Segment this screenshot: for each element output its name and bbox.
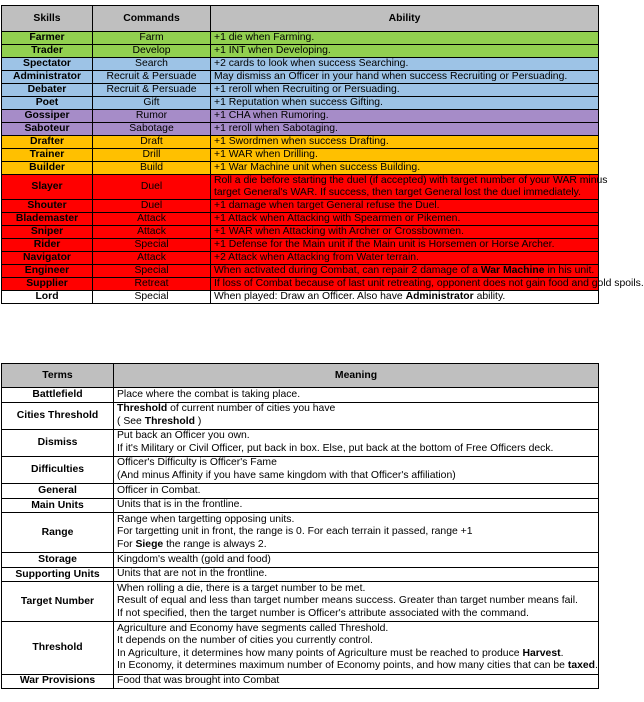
term-name: Dismiss [2, 429, 114, 456]
skill-name: Trader [2, 45, 93, 58]
terms-row [2, 622, 599, 674]
ability-line: +1 WAR when Drilling. [214, 149, 318, 160]
term-meaning [114, 498, 599, 513]
meaning-text-segment: of current number of cities you have [167, 403, 336, 415]
skill-name: Administrator [2, 71, 93, 84]
skill-ability [211, 213, 599, 226]
meaning-line [117, 623, 595, 636]
ability-text-segment: ability. [473, 291, 506, 302]
ability-line: +2 Attack when Attacking from Water terrain. [214, 252, 419, 263]
meaning-text-segment: taxed [567, 660, 596, 672]
skill-command: Attack [93, 226, 211, 239]
meaning-text-segment: (And minus Affinity if you have same kingdom with that Officer's affiliation) [117, 470, 456, 482]
meaning-text-segment: Siege [135, 539, 164, 551]
meaning-text-segment: ) [194, 415, 202, 427]
term-name: Battlefield [2, 388, 114, 403]
meaning-line [117, 539, 595, 552]
skill-ability [211, 239, 599, 252]
ability-text-segment: Administrator [405, 291, 474, 302]
ability-line: +1 Attack when Attacking with Spearmen or Pikemen. [214, 213, 461, 224]
skill-command: Sabotage [93, 123, 211, 136]
skills-row-sniper [2, 226, 599, 239]
skill-command: Develop [93, 45, 211, 58]
meaning-text-segment: It depends on the number of cities you currently control. [117, 635, 373, 647]
skill-ability [211, 97, 599, 110]
skill-command: Drill [93, 149, 211, 162]
skill-command: Farm [93, 32, 211, 45]
meaning-line [117, 648, 595, 661]
skill-name: Spectator [2, 58, 93, 71]
skills-header-row [2, 6, 599, 32]
terms-row [2, 567, 599, 582]
ability-line: +1 War Machine unit when success Building. [214, 162, 421, 173]
skill-ability [211, 149, 599, 162]
skill-name: Farmer [2, 32, 93, 45]
terms-row [2, 513, 599, 553]
meaning-line [117, 403, 595, 416]
meaning-text-segment: Units that are not in the frontline. [117, 568, 268, 580]
meaning-text-segment: Units that is in the frontline. [117, 499, 243, 511]
skills-row-trader [2, 45, 599, 58]
ability-line: +1 WAR when Attacking with Archer or Crossbowmen. [214, 226, 464, 237]
skill-command: Special [93, 265, 211, 278]
skill-ability [211, 252, 599, 265]
term-name: General [2, 484, 114, 499]
meaning-text-segment: Food that was brought into Combat [117, 675, 280, 687]
skill-name: Supplier [2, 278, 93, 291]
skills-table [1, 5, 644, 304]
skill-name: Sniper [2, 226, 93, 239]
skill-command: Recruit & Persuade [93, 84, 211, 97]
meaning-text-segment: . [560, 647, 564, 659]
meaning-text-segment: For targetting unit in front, the range is 0. For each terrain it passed, range +1 [117, 526, 473, 538]
skill-name: Debater [2, 84, 93, 97]
skill-ability [211, 175, 608, 200]
skill-name: Builder [2, 162, 93, 175]
skill-name: Navigator [2, 252, 93, 265]
term-meaning [114, 456, 599, 483]
meaning-line [117, 499, 595, 512]
meaning-line [117, 430, 595, 443]
skill-ability [211, 84, 599, 97]
meaning-line [117, 635, 595, 648]
ability-line: +2 cards to look when success Searching. [214, 58, 409, 69]
ability-line: +1 CHA when Rumoring. [214, 110, 329, 121]
meaning-line [117, 608, 595, 621]
ability-line: May dismiss an Officer in your hand when success Recruiting or Persuading. [214, 71, 568, 82]
terms-row [2, 429, 599, 456]
skill-name: Rider [2, 239, 93, 252]
terms-header-meaning: Meaning [114, 364, 599, 388]
terms-row [2, 484, 599, 499]
ability-line: +1 Reputation when success Gifting. [214, 97, 383, 108]
term-name: Storage [2, 553, 114, 568]
term-name: Supporting Units [2, 567, 114, 582]
skill-ability [211, 45, 599, 58]
terms-header-terms: Terms [2, 364, 114, 388]
meaning-line [117, 389, 595, 402]
meaning-text-segment: Harvest [522, 647, 561, 659]
term-name: Threshold [2, 622, 114, 674]
skill-name: Poet [2, 97, 93, 110]
meaning-line [117, 526, 595, 539]
ability-line: +1 reroll when Recruiting or Persuading. [214, 84, 400, 95]
skills-row-gossiper [2, 110, 599, 123]
skill-name: Gossiper [2, 110, 93, 123]
skill-command: Draft [93, 136, 211, 149]
skill-name: Saboteur [2, 123, 93, 136]
skill-command: Duel [93, 200, 211, 213]
skill-command: Search [93, 58, 211, 71]
meaning-line [117, 568, 595, 581]
skills-row-engineer [2, 265, 599, 278]
skill-name: Engineer [2, 265, 93, 278]
skills-row-drafter [2, 136, 599, 149]
skill-ability [211, 265, 599, 278]
skill-ability [211, 110, 599, 123]
skill-command: Build [93, 162, 211, 175]
term-name: Cities Threshold [2, 402, 114, 429]
term-meaning [114, 429, 599, 456]
skill-ability [211, 291, 599, 304]
skill-command: Special [93, 239, 211, 252]
term-meaning [114, 553, 599, 568]
skill-ability [211, 136, 599, 149]
term-meaning [114, 513, 599, 553]
terms-row [2, 456, 599, 483]
skill-command: Special [93, 291, 211, 304]
skill-name: Lord [2, 291, 93, 304]
term-name: Target Number [2, 582, 114, 622]
skills-row-trainer [2, 149, 599, 162]
meaning-text-segment: Officer's Difficulty is Officer's Fame [117, 457, 277, 469]
meaning-line [117, 416, 595, 429]
terms-row [2, 674, 599, 689]
term-name: Difficulties [2, 456, 114, 483]
skill-ability [211, 32, 599, 45]
terms-header-row [2, 364, 599, 388]
meaning-text-segment: In Agriculture, it determines how many points of Agriculture must be reached to produce [117, 647, 523, 659]
meaning-text-segment: When rolling a die, there is a target number to be met. [117, 582, 366, 594]
terms-row [2, 582, 599, 622]
skill-command: Rumor [93, 110, 211, 123]
skill-command: Retreat [93, 278, 211, 291]
skills-row-navigator [2, 252, 599, 265]
skill-name: Drafter [2, 136, 93, 149]
term-name: War Provisions [2, 674, 114, 689]
ability-line: Roll a die before starting the duel (if accepted) with target number of your WAR minus [214, 175, 608, 186]
skill-ability [211, 71, 599, 84]
term-meaning [114, 622, 599, 674]
skills-row-lord [2, 291, 599, 304]
skills-row-saboteur [2, 123, 599, 136]
skills-row-builder [2, 162, 599, 175]
meaning-line [117, 443, 595, 456]
meaning-text-segment: Range when targetting opposing units. [117, 513, 295, 525]
skill-command: Gift [93, 97, 211, 110]
skill-command: Attack [93, 252, 211, 265]
skills-header-skills: Skills [2, 6, 93, 32]
meaning-line [117, 595, 595, 608]
meaning-text-segment: Result of equal and less than target number means success. Greater than target number means fail. [117, 595, 578, 607]
meaning-text-segment: Place where the combat is taking place. [117, 388, 301, 400]
meaning-text-segment: Agriculture and Economy have segments called Threshold. [117, 622, 389, 634]
skill-ability [211, 226, 599, 239]
term-meaning [114, 674, 599, 689]
terms-row [2, 553, 599, 568]
skills-row-spectator [2, 58, 599, 71]
ability-line: +1 INT when Developing. [214, 45, 331, 56]
ability-text-segment: When activated during Combat, can repair 2 damage of a [214, 265, 481, 276]
skill-ability [211, 278, 644, 291]
ability-line: If loss of Combat because of last unit retreating, opponent does not gain food and gold spoils. [214, 278, 644, 289]
skills-header-ability: Ability [211, 6, 599, 32]
skill-ability [211, 58, 599, 71]
meaning-line [117, 554, 595, 567]
term-name: Main Units [2, 498, 114, 513]
meaning-text-segment: If it's Military or Civil Officer, put back in box. Else, put back at the bottom of Free Officers deck. [117, 442, 554, 454]
ability-text-segment: When played: Draw an Officer. Also have [214, 291, 406, 302]
term-meaning [114, 582, 599, 622]
skill-name: Blademaster [2, 213, 93, 226]
meaning-line [117, 675, 595, 688]
skills-row-farmer [2, 32, 599, 45]
ability-text-segment: War Machine [480, 265, 545, 276]
meaning-text-segment: the range is always 2. [163, 539, 267, 551]
meaning-text-segment: . [595, 660, 598, 672]
skills-row-administrator [2, 71, 599, 84]
meaning-text-segment: Threshold [117, 403, 168, 415]
skills-row-poet [2, 97, 599, 110]
ability-line: +1 Swordmen when success Drafting. [214, 136, 389, 147]
skills-row-debater [2, 84, 599, 97]
skill-ability [211, 200, 599, 213]
meaning-text-segment: If not specified, then the target number is Officer's attribute associated with the command. [117, 608, 529, 620]
skill-command: Duel [93, 175, 211, 200]
skill-name: Shouter [2, 200, 93, 213]
term-meaning [114, 484, 599, 499]
skill-command: Attack [93, 213, 211, 226]
skill-name: Slayer [2, 175, 93, 200]
meaning-text-segment: In Economy, it determines maximum number of Economy points, and how many cities that can be [117, 660, 568, 672]
meaning-text-segment: Kingdom's wealth (gold and food) [117, 553, 271, 565]
skills-header-commands: Commands [93, 6, 211, 32]
meaning-line [117, 485, 595, 498]
skill-name: Trainer [2, 149, 93, 162]
skills-row-shouter [2, 200, 599, 213]
meaning-line [117, 660, 598, 673]
meaning-line [117, 514, 595, 527]
meaning-line [117, 470, 595, 483]
meaning-line [117, 457, 595, 470]
ability-line: +1 reroll when Sabotaging. [214, 123, 338, 134]
term-meaning [114, 402, 599, 429]
meaning-text-segment: Threshold [144, 415, 195, 427]
meaning-text-segment: ( See [117, 415, 145, 427]
terms-row [2, 388, 599, 403]
meaning-text-segment: Officer in Combat. [117, 484, 201, 496]
ability-line: +1 Defense for the Main unit if the Main unit is Horsemen or Horse Archer. [214, 239, 555, 250]
skill-ability [211, 162, 599, 175]
term-meaning [114, 388, 599, 403]
meaning-text-segment: For [117, 539, 136, 551]
meaning-line [117, 583, 595, 596]
ability-text-segment: in his unit. [544, 265, 595, 276]
skills-row-blademaster [2, 213, 599, 226]
term-name: Range [2, 513, 114, 553]
ability-line: target General's WAR. If success, then target General lost the duel immediately. [214, 187, 581, 198]
terms-row [2, 402, 599, 429]
meaning-text-segment: Put back an Officer you own. [117, 430, 250, 442]
skill-command: Recruit & Persuade [93, 71, 211, 84]
terms-row [2, 498, 599, 513]
ability-line: +1 damage when target General refuse the Duel. [214, 200, 440, 211]
skill-ability [211, 123, 599, 136]
skills-row-slayer [2, 175, 599, 200]
skills-row-rider [2, 239, 599, 252]
skills-row-supplier [2, 278, 599, 291]
term-meaning [114, 567, 599, 582]
ability-line: +1 die when Farming. [214, 32, 315, 43]
terms-table [1, 363, 599, 689]
